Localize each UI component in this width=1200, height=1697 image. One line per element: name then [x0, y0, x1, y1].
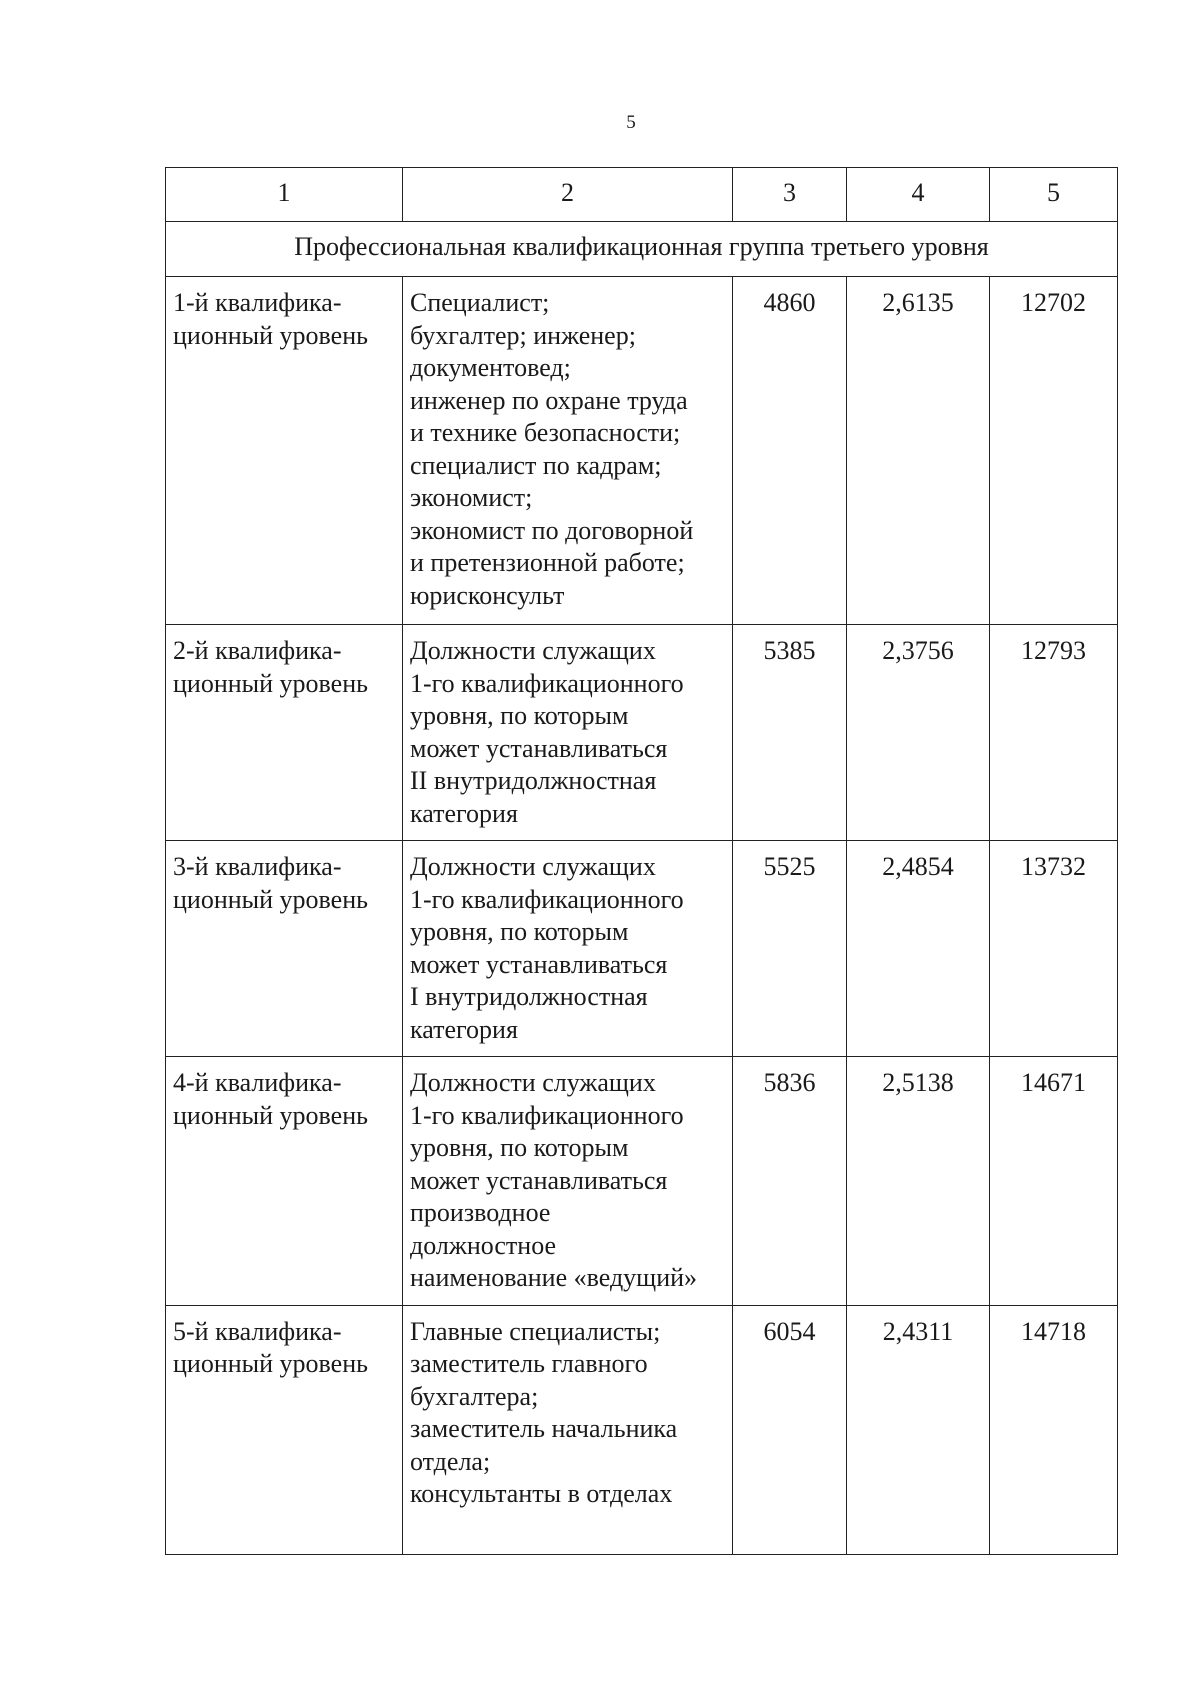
qualification-level: 5-й квалифика- ционный уровень [166, 1305, 403, 1554]
qualification-level: 4-й квалифика- ционный уровень [166, 1057, 403, 1306]
positions-list: Главные специалисты; заместитель главного бухгалтера; заместитель начальника отдела; консультанты в отделах [403, 1305, 733, 1554]
column-5-value: 12793 [990, 625, 1118, 841]
column-3-value: 4860 [733, 277, 847, 625]
table-row [166, 1057, 1118, 1306]
positions-list: Должности служащих 1-го квалификационного уровня, по которым может устанавливаться I внутридолжностная категория [403, 841, 733, 1057]
column-4-value: 2,4311 [847, 1305, 990, 1554]
positions-list: Должности служащих 1-го квалификационного уровня, по которым может устанавливаться производное должностное наименование «ведущий» [403, 1057, 733, 1306]
page-number: 5 [626, 112, 636, 133]
table-row [166, 277, 1118, 625]
column-number-2: 2 [403, 168, 733, 222]
qualification-level: 3-й квалифика- ционный уровень [166, 841, 403, 1057]
column-3-value: 6054 [733, 1305, 847, 1554]
column-4-value: 2,4854 [847, 841, 990, 1057]
table-row [166, 625, 1118, 841]
table-row [166, 1305, 1118, 1554]
qualification-level: 2-й квалифика- ционный уровень [166, 625, 403, 841]
table-row [166, 841, 1118, 1057]
column-number-4: 4 [847, 168, 990, 222]
qualification-level: 1-й квалифика- ционный уровень [166, 277, 403, 625]
column-4-value: 2,6135 [847, 277, 990, 625]
column-5-value: 14718 [990, 1305, 1118, 1554]
column-4-value: 2,3756 [847, 625, 990, 841]
column-5-value: 14671 [990, 1057, 1118, 1306]
column-5-value: 13732 [990, 841, 1118, 1057]
group-title: Профессиональная квалификационная группа третьего уровня [166, 222, 1118, 277]
column-3-value: 5836 [733, 1057, 847, 1306]
positions-list: Специалист; бухгалтер; инженер; документовед; инженер по охране труда и технике безопасности; специалист по кадрам; экономист; экономист по договорной и претензионной работе; юрисконсульт [403, 277, 733, 625]
qualification-table [165, 167, 1118, 1555]
column-number-5: 5 [990, 168, 1118, 222]
column-number-1: 1 [166, 168, 403, 222]
table-header-row [166, 168, 1118, 222]
column-number-3: 3 [733, 168, 847, 222]
column-3-value: 5525 [733, 841, 847, 1057]
column-4-value: 2,5138 [847, 1057, 990, 1306]
positions-list: Должности служащих 1-го квалификационного уровня, по которым может устанавливаться II внутридолжностная категория [403, 625, 733, 841]
group-title-row [166, 222, 1118, 277]
column-3-value: 5385 [733, 625, 847, 841]
column-5-value: 12702 [990, 277, 1118, 625]
